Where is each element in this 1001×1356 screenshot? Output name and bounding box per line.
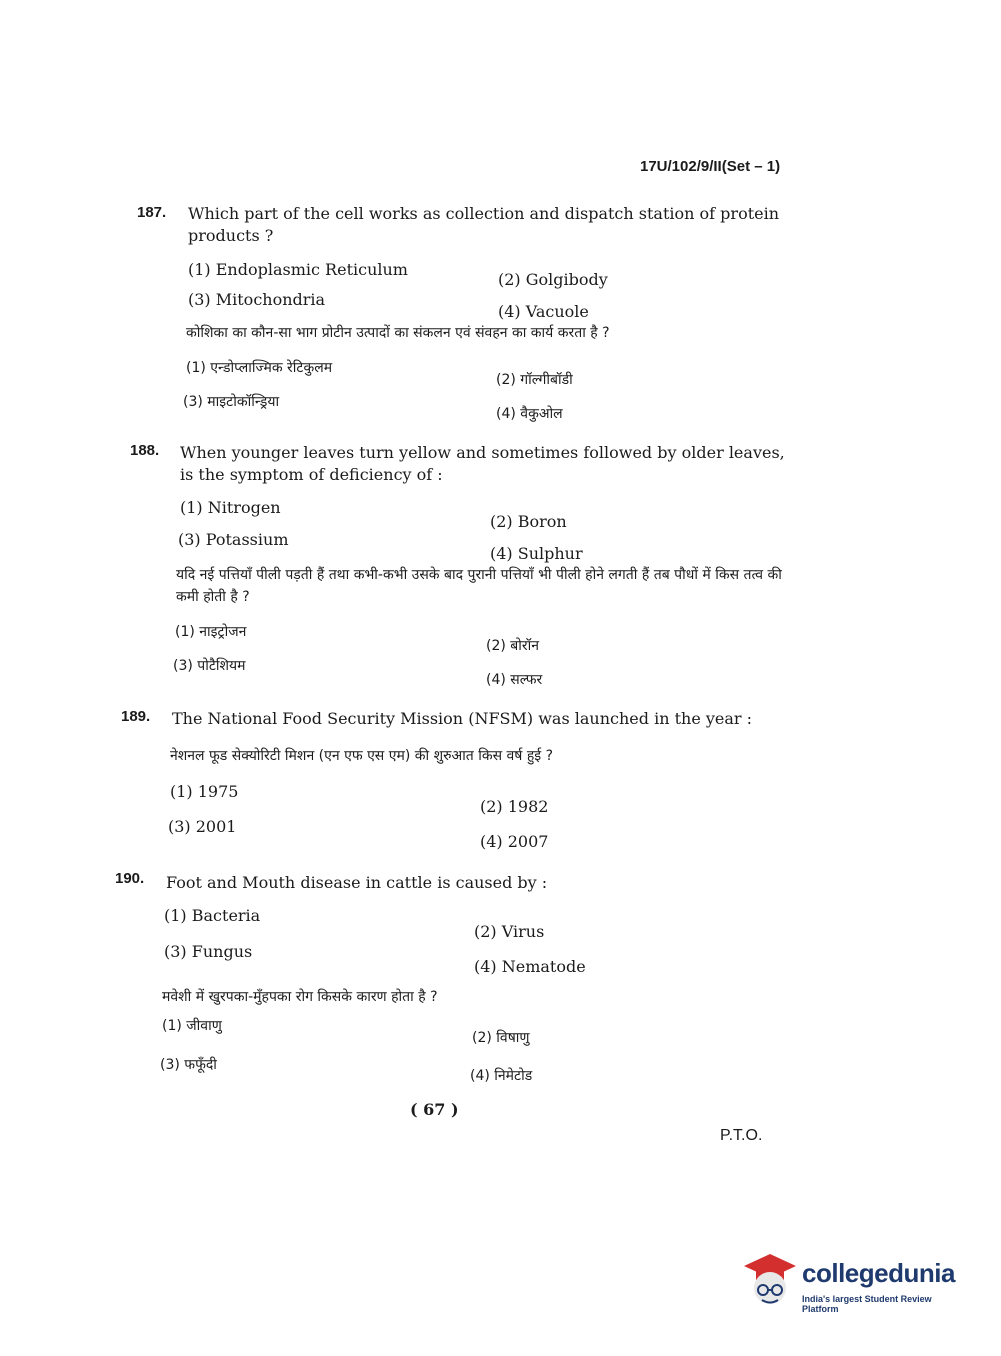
option-4: (4) 2007	[480, 832, 549, 851]
option-1: (1) 1975	[170, 782, 239, 801]
collegedunia-logo-icon	[740, 1250, 798, 1308]
hindi-option-2: (2) गॉल्गीबॉडी	[496, 372, 573, 388]
paper-code: 17U/102/9/II(Set – 1)	[640, 158, 781, 175]
question-text: Foot and Mouth disease in cattle is caused by :	[166, 873, 548, 892]
question-text-hindi: नेशनल फूड सेक्योरिटी मिशन (एन एफ एस एम) की शुरुआत किस वर्ष हुई ?	[170, 748, 554, 764]
option-3: (3) 2001	[168, 817, 237, 836]
hindi-option-2: (2) विषाणु	[472, 1030, 530, 1046]
option-4: (4) Vacuole	[498, 302, 589, 321]
question-text-hindi: कोशिका का कौन-सा भाग प्रोटीन उत्पादों का संकलन एवं संवहन का कार्य करता है ?	[186, 325, 610, 341]
hindi-option-4: (4) वैकुओल	[496, 406, 563, 422]
hindi-option-2: (2) बोरॉन	[486, 638, 540, 654]
option-4: (4) Sulphur	[490, 544, 583, 563]
pto-label: P.T.O.	[720, 1127, 763, 1144]
option-3: (3) Mitochondria	[188, 290, 326, 309]
watermark-brand: collegedunia	[802, 1258, 955, 1288]
option-1: (1) Endoplasmic Reticulum	[188, 260, 408, 279]
question-text-hindi: यदि नई पत्तियाँ पीली पड़ती हैं तथा कभी-कभी उसके बाद पुरानी पत्तियाँ भी पीली होने लगती हैं तब पौधों में किस तत्व की कमी होती है ?	[176, 567, 782, 605]
hindi-option-1: (1) नाइट्रोजन	[175, 624, 247, 640]
option-3: (3) Potassium	[178, 530, 289, 549]
question-text: When younger leaves turn yellow and sometimes followed by older leaves, is the symptom of deficiency of :	[180, 443, 785, 484]
question-number: 190.	[115, 870, 145, 887]
option-2: (2) Virus	[474, 922, 545, 941]
option-1: (1) Bacteria	[164, 906, 261, 925]
option-3: (3) Fungus	[164, 942, 253, 961]
page-number: ( 67 )	[410, 1100, 459, 1119]
hindi-option-3: (3) माइटोकॉन्ड्रिया	[183, 394, 280, 410]
hindi-option-1: (1) एन्डोप्लाज्मिक रेटिकुलम	[186, 360, 333, 376]
hindi-option-3: (3) पोटैशियम	[173, 658, 246, 674]
option-2: (2) Golgibody	[498, 270, 608, 289]
question-number: 189.	[121, 708, 151, 725]
hindi-option-3: (3) फफूँदी	[160, 1057, 217, 1073]
option-2: (2) 1982	[480, 797, 549, 816]
question-text: Which part of the cell works as collection and dispatch station of protein products ?	[188, 204, 780, 245]
question-number: 187.	[137, 204, 167, 221]
question-text-hindi: मवेशी में खुरपका-मुँहपका रोग किसके कारण होता है ?	[162, 989, 438, 1005]
question-text: The National Food Security Mission (NFSM) was launched in the year :	[172, 709, 753, 728]
hindi-option-4: (4) निमेटोड	[470, 1068, 533, 1084]
hindi-option-4: (4) सल्फर	[486, 672, 543, 688]
watermark-tagline: India's largest Student Review Platform	[802, 1294, 932, 1314]
hindi-option-1: (1) जीवाणु	[162, 1018, 222, 1034]
question-number: 188.	[130, 442, 160, 459]
option-1: (1) Nitrogen	[180, 498, 281, 517]
option-4: (4) Nematode	[474, 957, 586, 976]
collegedunia-watermark	[740, 1250, 970, 1320]
option-2: (2) Boron	[490, 512, 567, 531]
